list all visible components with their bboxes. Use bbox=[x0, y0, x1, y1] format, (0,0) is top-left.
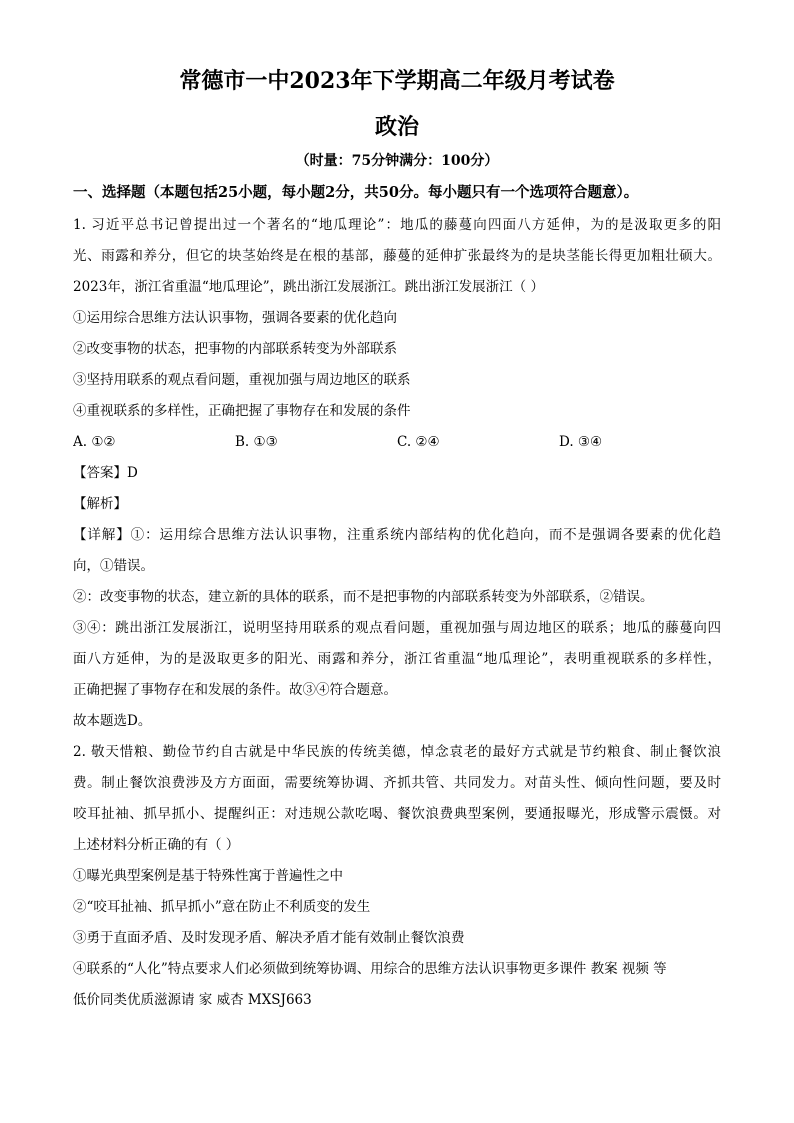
q1-detail-line: ③④：跳出浙江发展浙江，说明坚持用联系的观点看问题，重视加强与周边地区的联系；地瓜的藤蔓向四 bbox=[73, 620, 721, 636]
section-heading: 一、选择题（本题包括25小题，每小题2分，共50分。每小题只有一个选项符合题意）。 bbox=[73, 184, 639, 201]
q1-stem-line: 2023年，浙江省重温“地瓜理论”，跳出浙江发展浙江。跳出浙江发展浙江（ ） bbox=[73, 279, 544, 295]
q1-statement: ②改变事物的状态，把事物的内部联系转变为外部联系 bbox=[73, 341, 397, 357]
time-info: （时量：75分钟满分：100分） bbox=[295, 153, 499, 169]
q1-detail-line: 【详解】①：运用综合思维方法认识事物，注重系统内部结构的优化趋向，而不是强调各要素的优化趋 bbox=[73, 527, 721, 543]
q1-detail-line: 正确把握了事物存在和发展的条件。故③④符合题意。 bbox=[73, 682, 397, 698]
q2-statement: ①曝光典型案例是基于特殊性寓于普遍性之中 bbox=[73, 868, 343, 884]
q1-statement: ③坚持用联系的观点看问题，重视加强与周边地区的联系 bbox=[73, 372, 411, 388]
q1-detail-line: 向，①错误。 bbox=[73, 558, 154, 574]
q1-statement: ④重视联系的多样性，正确把握了事物存在和发展的条件 bbox=[73, 403, 411, 419]
q2-stem-line: 上述材料分析正确的有（ ） bbox=[73, 837, 240, 853]
subject-title: 政治 bbox=[374, 114, 419, 140]
q1-answer: 【答案】D bbox=[73, 465, 138, 481]
q1-option-c: C. ②④ bbox=[397, 434, 440, 450]
q1-stem-line: 光、雨露和养分，但它的块茎始终是在根的基部，藤蔓的延伸扩张最终为的是块茎能长得更加粗壮硕大。 bbox=[73, 248, 721, 264]
q1-statement: ①运用综合思维方法认识事物，强调各要素的优化趋向 bbox=[73, 310, 397, 326]
q2-stem-line: 费。制止餐饮浪费涉及方方面面，需要统筹协调、齐抓共管、共同发力。对苗头性、倾向性问题，要及时 bbox=[73, 775, 721, 791]
q2-statement: ②“咬耳扯袖、抓早抓小”意在防止不利质变的发生 bbox=[73, 899, 371, 915]
q1-detail-line: ②：改变事物的状态，建立新的具体的联系，而不是把事物的内部联系转变为外部联系，②错误。 bbox=[73, 589, 654, 605]
question-body bbox=[73, 210, 721, 1016]
q1-options bbox=[73, 427, 721, 458]
q2-statement: ③勇于直面矛盾、及时发现矛盾、解决矛盾才能有效制止餐饮浪费 bbox=[73, 930, 465, 946]
q1-option-a: A. ①② bbox=[73, 434, 116, 450]
q1-option-d: D. ③④ bbox=[559, 434, 603, 450]
q1-detail-line: 故本题选D。 bbox=[73, 713, 152, 729]
q1-option-b: B. ①③ bbox=[235, 434, 278, 450]
q1-stem-line: 1. 习近平总书记曾提出过一个著名的“地瓜理论”：地瓜的藤蔓向四面八方延伸，为的是汲取更多的阳 bbox=[73, 217, 721, 233]
q2-statement: 低价同类优质滋源请 家 威杏 MXSJ663 bbox=[73, 992, 312, 1008]
q2-stem-line: 咬耳扯袖、抓早抓小、提醒纠正：对违规公款吃喝、餐饮浪费典型案例，要通报曝光，形成警示震慑。对 bbox=[73, 806, 721, 822]
q1-detail-line: 面八方延伸，为的是汲取更多的阳光、雨露和养分，浙江省重温“地瓜理论”，表明重视联系的多样性， bbox=[73, 651, 721, 667]
exam-title: 常德市一中2023年下学期高二年级月考试卷 bbox=[179, 68, 615, 94]
q1-analysis-label: 【解析】 bbox=[73, 496, 127, 512]
q2-stem-line: 2. 敬天惜粮、勤俭节约自古就是中华民族的传统美德，悼念袁老的最好方式就是节约粮食、制止餐饮浪 bbox=[73, 744, 721, 760]
q2-statement: ④联系的“人化”特点要求人们必须做到统筹协调、用综合的思维方法认识事物更多课件 教案 视频 等 bbox=[73, 961, 667, 977]
